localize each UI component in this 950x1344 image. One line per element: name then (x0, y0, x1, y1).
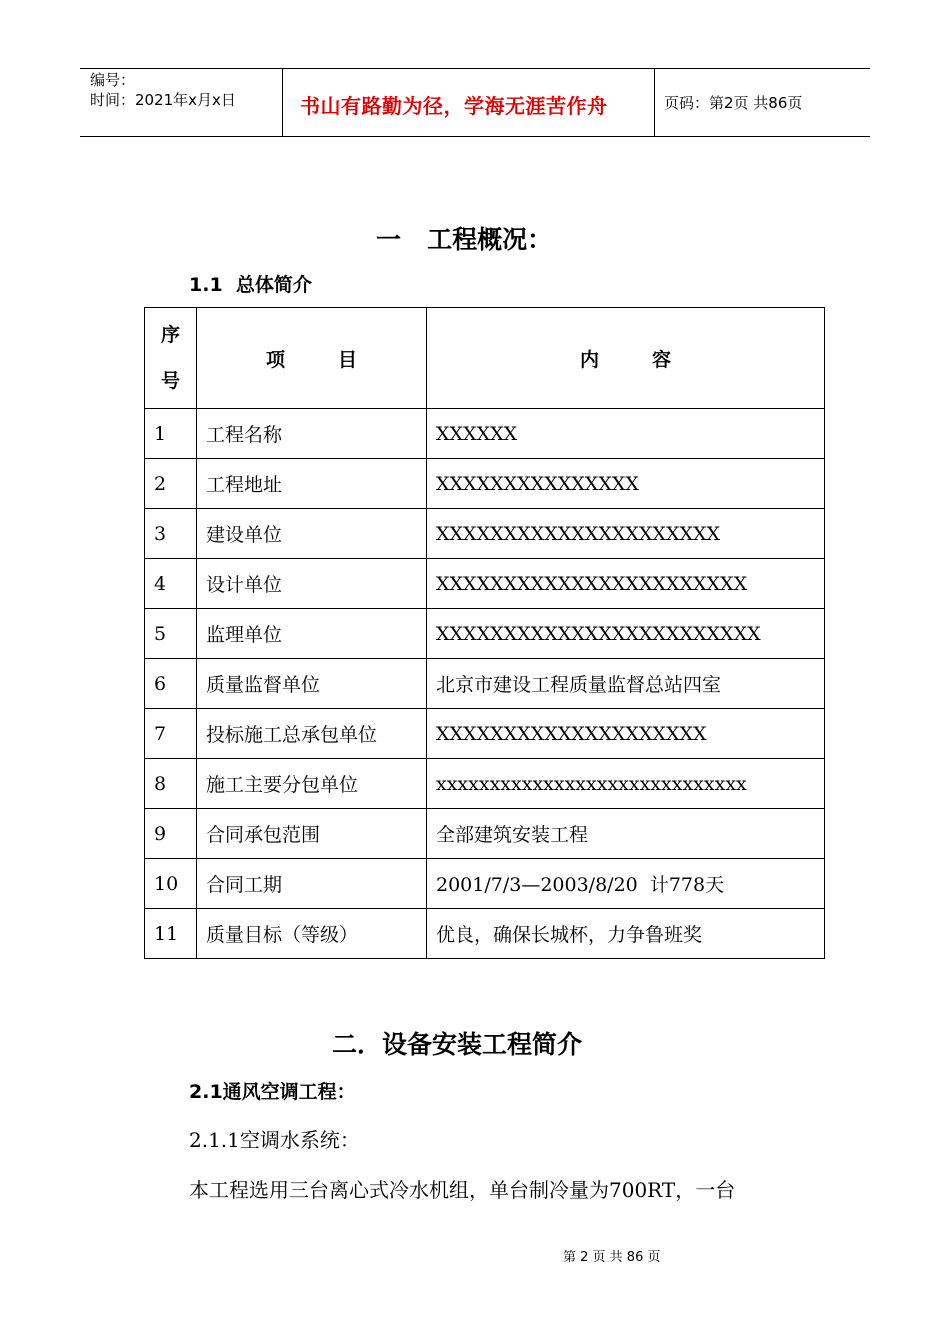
row-number: 6 (145, 659, 197, 709)
row-number: 11 (145, 909, 197, 959)
header-seq-top: 序 (160, 324, 180, 346)
header-content: 内 容 (427, 308, 825, 409)
row-item: 投标施工总承包单位 (197, 709, 427, 759)
table-row (145, 459, 825, 509)
header-motto: 书山有路勤为径，学海无涯苦作舟 (300, 94, 608, 118)
row-content: XXXXXXXXXXXXXXXXXXXXX (427, 509, 825, 559)
header-page-info: 页码：第2页 共86页 (664, 94, 803, 112)
header-item: 项 目 (197, 308, 427, 409)
subsection-title-chilled-water: 2.1.1空调水系统： (189, 1128, 360, 1152)
row-content: 全部建筑安装工程 (427, 809, 825, 859)
page-footer: 第 2 页 共 86 页 (563, 1250, 661, 1265)
header-seq-bottom: 号 (160, 370, 180, 392)
header-bottom-rule (80, 136, 870, 137)
row-item: 建设单位 (197, 509, 427, 559)
header-seq (145, 308, 197, 409)
overview-table (144, 307, 825, 959)
table-row (145, 859, 825, 909)
row-item: 设计单位 (197, 559, 427, 609)
row-item: 工程地址 (197, 459, 427, 509)
table-row (145, 909, 825, 959)
row-content: 北京市建设工程质量监督总站四室 (427, 659, 825, 709)
row-number: 9 (145, 809, 197, 859)
section-title-overview: 一 工程概况： (376, 225, 553, 254)
document-time-label: 时间：2021年x月x日 (90, 91, 236, 109)
subsection-title-general: 1.1 总体简介 (189, 274, 312, 296)
table-row (145, 409, 825, 459)
row-number: 7 (145, 709, 197, 759)
row-item: 质量监督单位 (197, 659, 427, 709)
row-number: 3 (145, 509, 197, 559)
table-row (145, 659, 825, 709)
document-number-label: 编号： (90, 71, 136, 89)
row-item: 合同承包范围 (197, 809, 427, 859)
row-item: 合同工期 (197, 859, 427, 909)
row-content: XXXXXXXXXXXXXXX (427, 459, 825, 509)
subsection-title-hvac: 2.1通风空调工程： (189, 1081, 356, 1103)
body-paragraph: 本工程选用三台离心式冷水机组，单台制冷量为700RT，一台 (189, 1178, 736, 1202)
table-row (145, 509, 825, 559)
row-content: XXXXXX (427, 409, 825, 459)
row-number: 4 (145, 559, 197, 609)
row-item: 工程名称 (197, 409, 427, 459)
row-number: 5 (145, 609, 197, 659)
row-number: 2 (145, 459, 197, 509)
row-item: 监理单位 (197, 609, 427, 659)
table-row (145, 709, 825, 759)
table-row (145, 759, 825, 809)
row-content: XXXXXXXXXXXXXXXXXXXX (427, 709, 825, 759)
table-header-row (145, 308, 825, 409)
row-content: 优良，确保长城杯，力争鲁班奖 (427, 909, 825, 959)
row-content: XXXXXXXXXXXXXXXXXXXXXXXX (427, 609, 825, 659)
row-number: 1 (145, 409, 197, 459)
row-item: 质量目标（等级） (197, 909, 427, 959)
header-divider-left (282, 68, 283, 136)
table-row (145, 609, 825, 659)
section-title-equipment: 二．设备安装工程简介 (332, 1030, 583, 1059)
row-number: 8 (145, 759, 197, 809)
table-row (145, 809, 825, 859)
row-content: 2001/7/3—2003/8/20 计778天 (427, 859, 825, 909)
row-content: XXXXXXXXXXXXXXXXXXXXXXX (427, 559, 825, 609)
header-top-rule (80, 68, 870, 69)
row-number: 10 (145, 859, 197, 909)
table-row (145, 559, 825, 609)
row-item: 施工主要分包单位 (197, 759, 427, 809)
row-content: xxxxxxxxxxxxxxxxxxxxxxxxxxxxx (427, 759, 825, 809)
header-divider-right (654, 68, 655, 136)
